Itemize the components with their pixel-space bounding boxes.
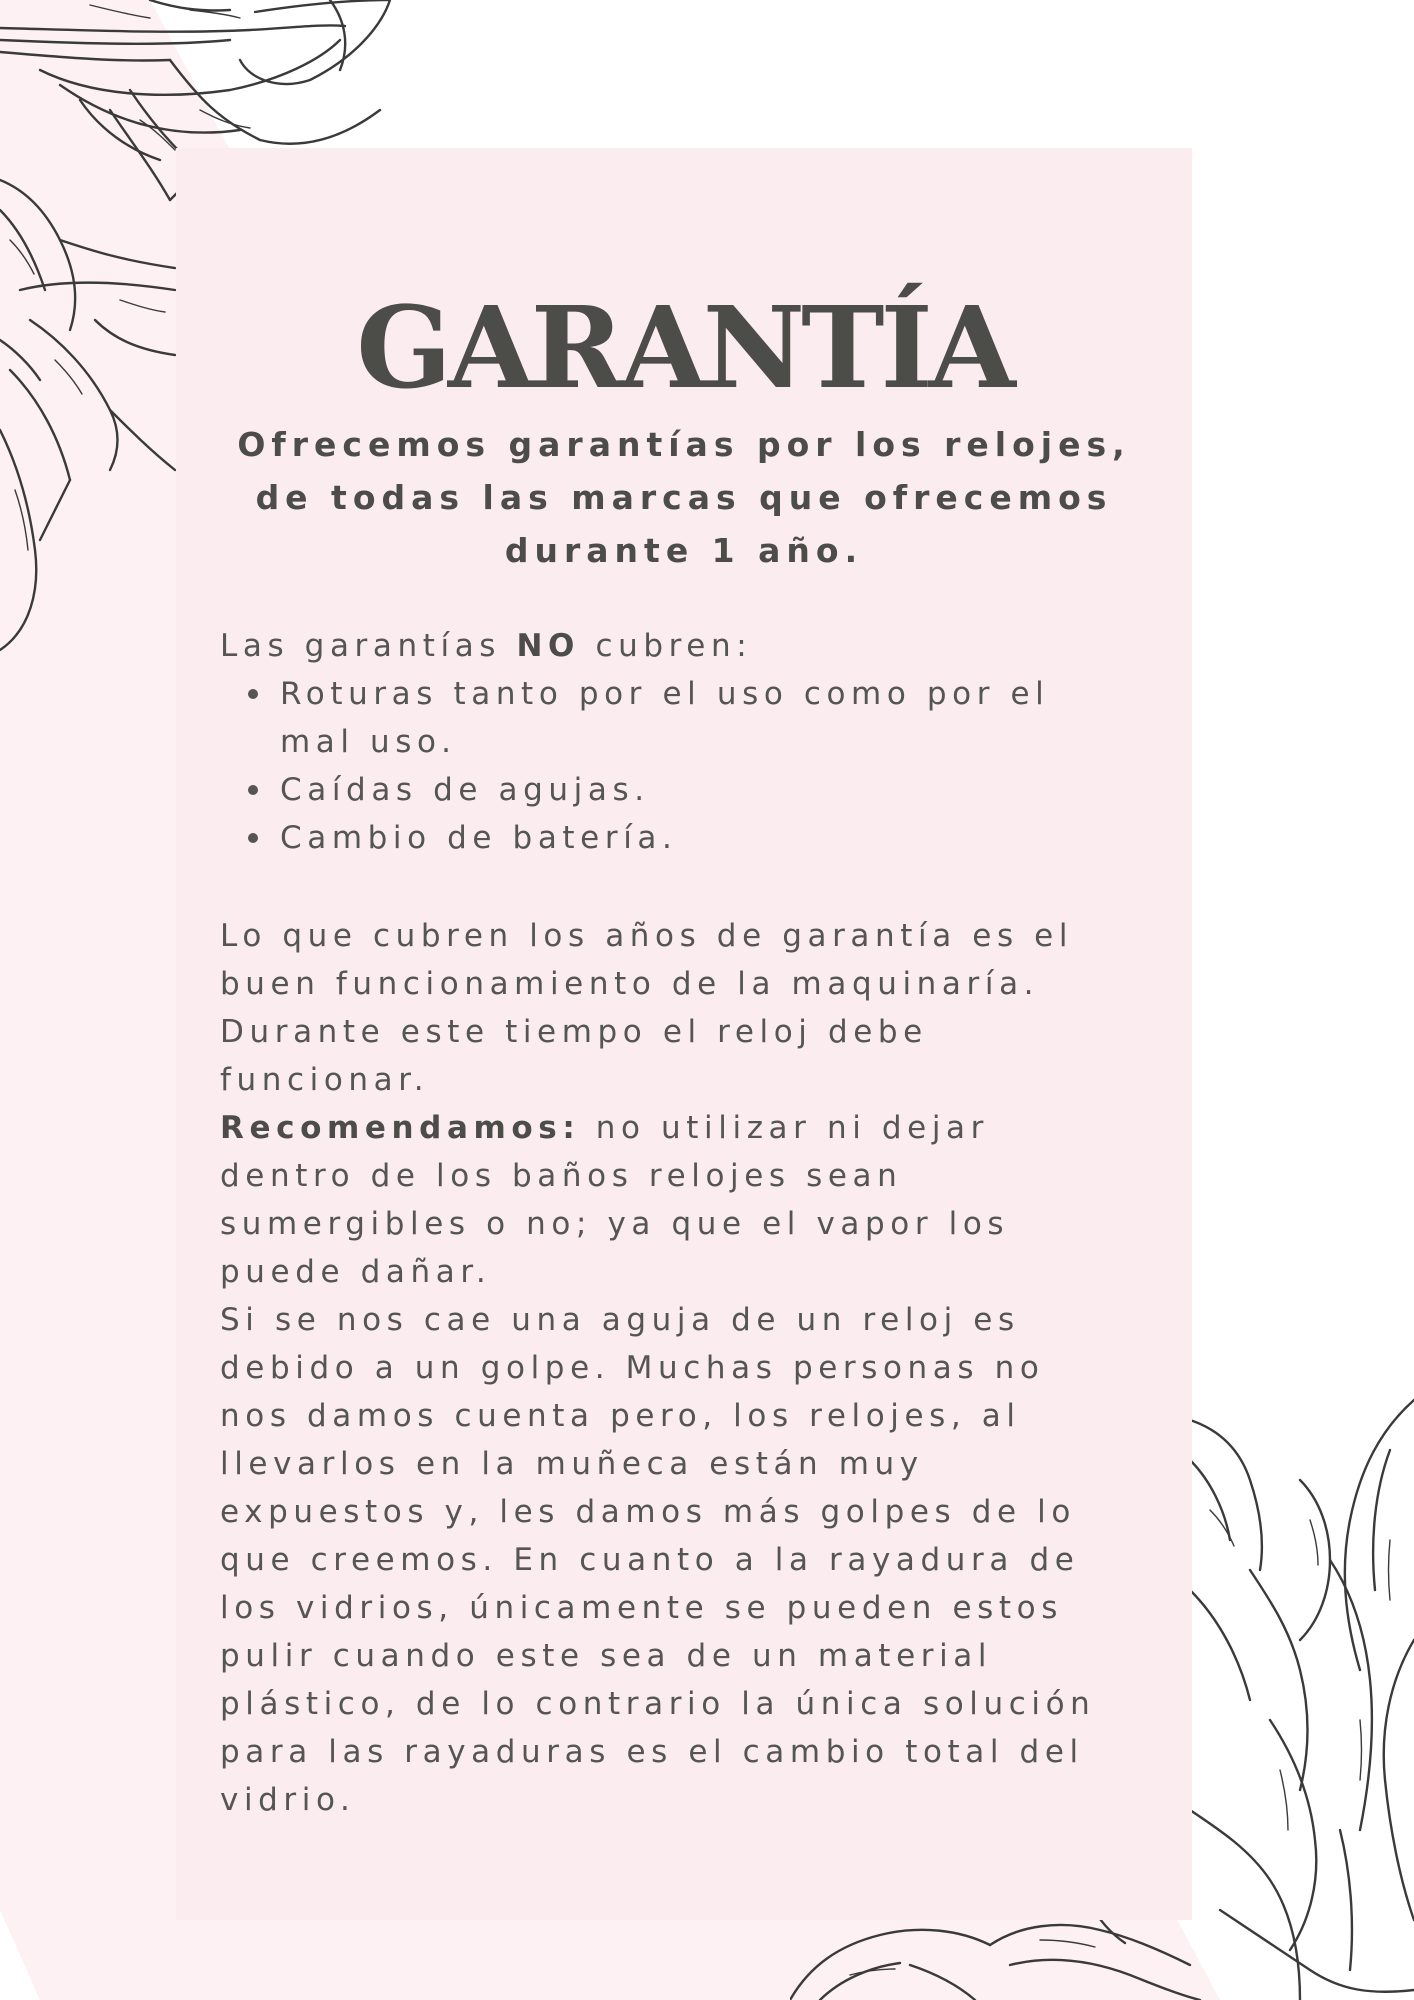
floral-bottom-right-illustration <box>1190 1390 1414 2000</box>
coverage-paragraph: Lo que cubren los años de garantía es el buen funcionamiento de la maquinaría. Durante este tiempo el reloj debe funcionar. <box>220 918 1074 1098</box>
exclusion-text: Roturas tanto por el uso como por el mal uso. <box>280 676 1050 760</box>
recommendation-label: Recomendamos: <box>220 1110 581 1146</box>
exclusions-intro-prefix: Las garantías <box>220 628 517 664</box>
floral-left-illustration <box>0 170 180 660</box>
list-item <box>280 814 1120 862</box>
exclusion-text: Cambio de batería. <box>280 820 678 856</box>
page-title: GARANTÍA <box>356 283 1012 415</box>
exclusion-text: Caídas de agujas. <box>280 772 650 808</box>
exclusions-intro-emphasis: NO <box>516 628 581 664</box>
exclusions-intro <box>220 622 1120 670</box>
needle-paragraph: Si se nos cae una aguja de un reloj es debido a un golpe. Muchas personas no nos damos cuenta pero, los relojes, al llevarlos en la muñeca están muy expuestos y, les damos más golpes de lo que creemos. En cuanto a la rayadura de los vidrios, únicamente se pueden estos pulir cuando este sea de un material plástico, de lo contrario la única solución para las rayaduras es el cambio total del vidrio. <box>220 1302 1096 1818</box>
list-item <box>280 766 1120 814</box>
bullet-icon <box>248 785 258 795</box>
list-item <box>280 670 1120 766</box>
recommendation-paragraph <box>220 1104 1120 1296</box>
warranty-summary: Ofrecemos garantías por los relojes, de todas las marcas que ofrecemos durante 1 año. <box>237 425 1131 570</box>
bullet-icon <box>248 833 258 843</box>
warranty-details <box>220 912 1120 1824</box>
exclusions-list <box>220 670 1120 862</box>
recommendation-text: no utilizar ni dejar dentro de los baños relojes sean sumergibles o no; ya que el vapor los puede dañar. <box>220 1110 1010 1290</box>
bullet-icon <box>248 689 258 699</box>
exclusions-intro-suffix: cubren: <box>580 628 753 664</box>
